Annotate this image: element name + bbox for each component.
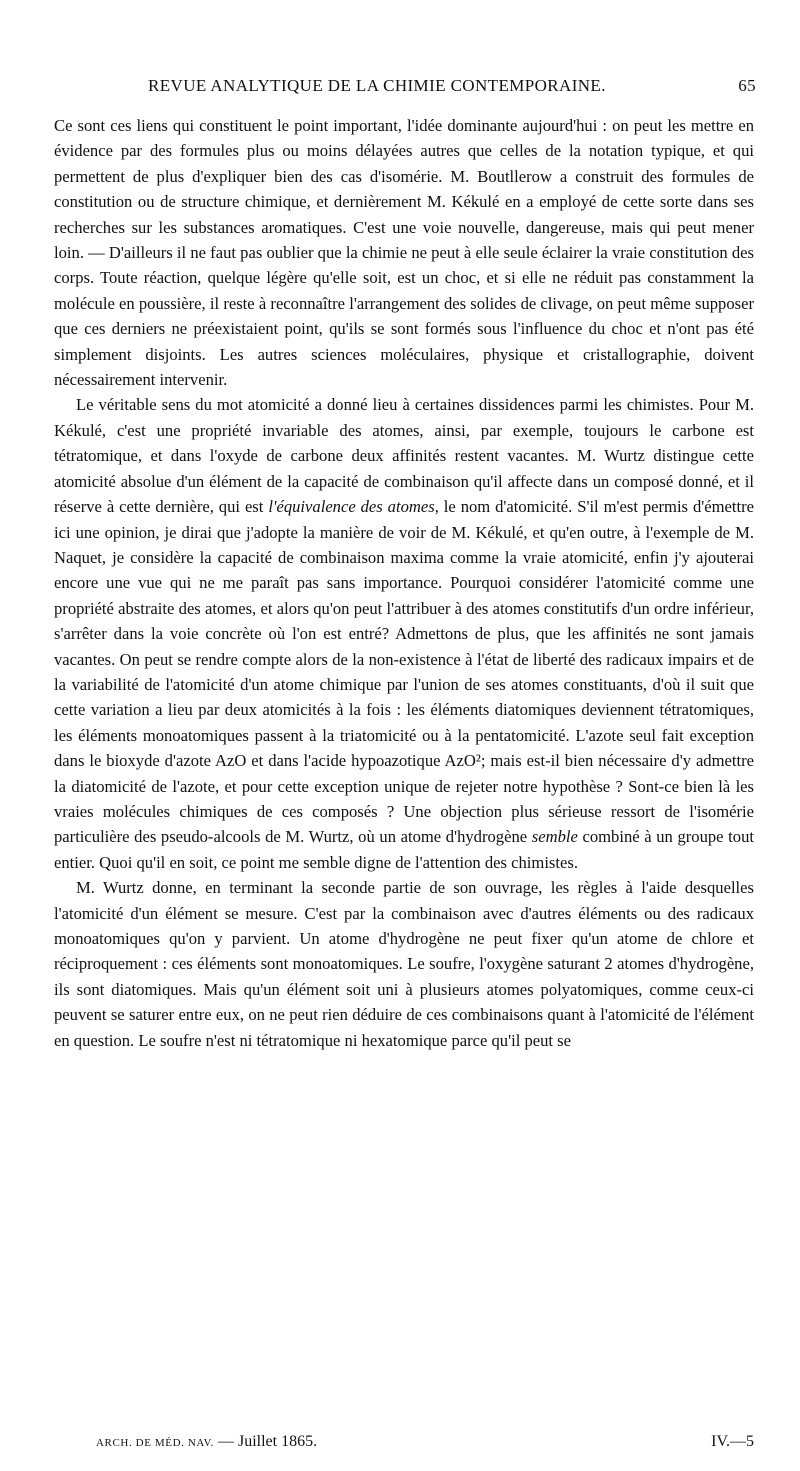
- footer-date: — Juillet 1865.: [217, 1433, 318, 1450]
- journal-abbrev: ARCH. DE MÉD. NAV.: [96, 1437, 214, 1449]
- signature-mark: IV.—5: [711, 1433, 754, 1450]
- body-text: [54, 113, 754, 1053]
- text-run: , le nom d'atomicité. S'il m'est permis d'émettre ici une opinion, je dirai que j'adopte la manière de voir de M. Kékulé, et qu'en outre, à l'exemple de M. Naquet, je considère la capacité de combinaison maxima comme la vraie atomicité, enfin j'y ajouterai encore une vue qui ne me paraît pas sans importance. Pourquoi considérer l'atomicité comme une propriété abstraite des atomes, et alors qu'on peut l'attribuer à des atomes constitutifs d'un ordre inférieur, s'arrêter dans la voie concrète où l'on est entré? Admettons de plus, que les affinités ne sont jamais vacantes. On peut se rendre compte alors de la non-existence à l'état de liberté des radicaux impairs et de la variabilité de l'atomicité d'un atome chimique par l'union de ses atomes constituants, d'où il suit que cette variation a lieu par deux atomicités à la fois : les éléments diatomiques deviennent tétratomiques, les éléments monoatomiques passent à la triatomicité ou à la pentatomicité. L'azote seul fait exception dans le bioxyde d'azote AzO et dans l'acide hypoazotique AzO²; mais est-il bien nécessaire d'y admettre la diatomicité de l'azote, et pour cette exception unique de rejeter notre hypothèse ? Sont-ce bien là les vraies molécules chimiques de ces composés ? Une objection plus sérieuse ressort de l'isomérie particulière des pseudo-alcools de M. Wurtz, où un atome d'hydrogène: [54, 497, 754, 847]
- page-footer: [96, 1433, 754, 1457]
- paragraph: M. Wurtz donne, en terminant la seconde partie de son ouvrage, les règles à l'aide desquelles l'atomicité d'un élément se mesure. C'est par la combinaison avec d'autres éléments ou des radicaux monoatomiques qu'on y parvient. Un atome d'hydrogène ne peut fixer qu'un atome de chlore et réciproquement : ces éléments sont monoatomiques. Le soufre, l'oxygène saturant 2 atomes d'hydrogène, ils sont diatomiques. Mais qu'un élément soit uni à plusieurs atomes polyatomiques, comme ceux-ci peuvent se saturer entre eux, on ne peut rien déduire de ces combinaisons quant à l'atomicité de l'élément en question. Le soufre n'est ni tétratomique ni hexatomique parce qu'il peut se: [54, 878, 754, 1050]
- paragraph: [54, 392, 754, 875]
- italic-term: l'équivalence des atomes: [268, 497, 435, 517]
- running-header: [58, 70, 756, 100]
- page-number: 65: [738, 76, 756, 95]
- paragraph: Ce sont ces liens qui constituent le point important, l'idée dominante aujourd'hui : on peut les mettre en évidence par des formules plus ou moins délayées autres que celles de la notation typique, et qui permettent de plus d'expliquer bien des cas d'isomérie. M. Boutllerow a construit des formules de constitution ou de structure chimique, et dernièrement M. Kékulé en a employé de cette sorte dans ses recherches sur les substances aromatiques. C'est une voie nouvelle, dangereuse, mais qui peut mener loin. — D'ailleurs il ne faut pas oublier que la chimie ne peut à elle seule éclairer la vraie constitution des corps. Toute réaction, quelque légère qu'elle soit, est un choc, et si elle ne réduit pas constamment la molécule en poussière, il reste à reconnaître l'arrangement des solides de clivage, on peut même supposer que ces derniers ne préexistaient point, qu'ils se sont formés sous l'influence du choc et n'ont pas été simplement disjoints. Les autres sciences moléculaires, physique et cristallographie, doivent nécessairement intervenir.: [54, 116, 754, 390]
- text-run: Le véritable sens du mot atomicité a donné lieu à certaines dissidences parmi les chimistes. Pour M. Kékulé, c'est une propriété invariable des atomes, ainsi, par exemple, toujours le carbone est tétratomique, et dans l'oxyde de carbone deux affinités restent vacantes. M. Wurtz distingue cette atomicité absolue d'un élément de la capacité de combinaison qu'il affecte dans un composé donné, et il réserve à cette dernière, qui est: [54, 395, 754, 517]
- text-run: combiné à un groupe tout entier. Quoi qu'il en soit, ce point me semble digne de l'attention des chimistes.: [54, 827, 754, 872]
- italic-term: semble: [531, 827, 578, 847]
- running-title: REVUE ANALYTIQUE DE LA CHIMIE CONTEMPORAINE.: [148, 76, 606, 95]
- footer-citation: [96, 1433, 317, 1451]
